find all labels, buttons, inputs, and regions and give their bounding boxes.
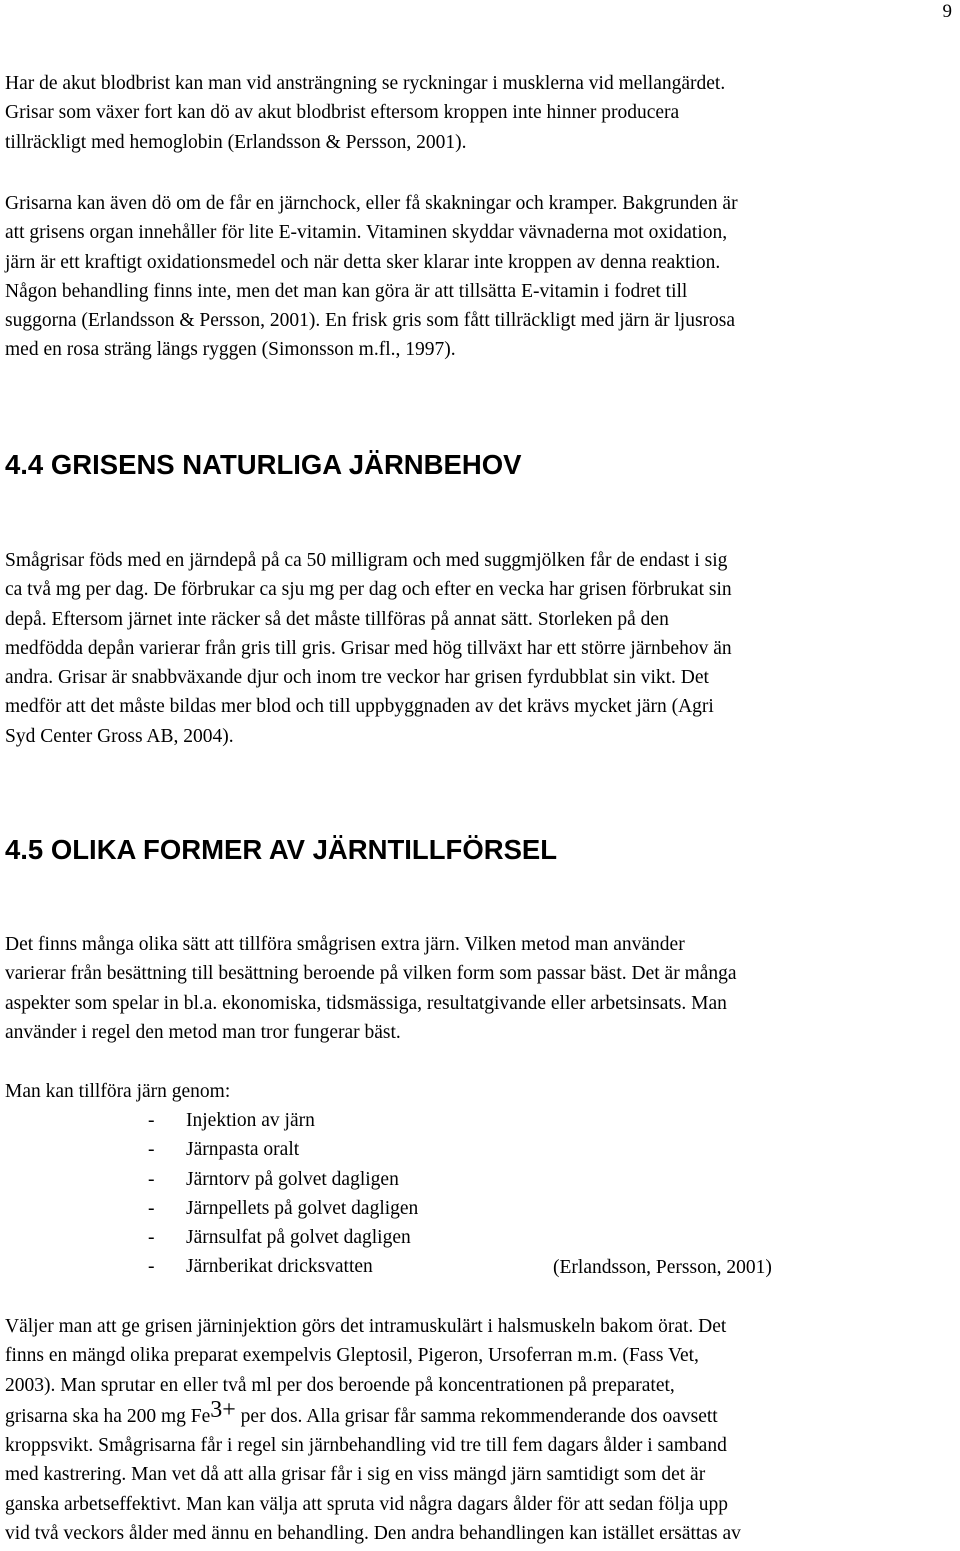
text-line: vid två veckors ålder med ännu en behandling. Den andra behandlingen kan istället ersättas av — [5, 1523, 741, 1545]
iron-supply-method-list — [148, 1106, 418, 1282]
text-line: Det finns många olika sätt att tillföra smågrisen extra järn. Vilken metod man använder — [5, 934, 685, 955]
text-line: med en rosa sträng längs ryggen (Simonsson m.fl., 1997). — [5, 339, 456, 361]
list-item — [148, 1135, 418, 1164]
paragraph-natural-iron-need — [5, 546, 960, 751]
paragraph-blood-deficiency — [5, 69, 960, 157]
text-line: Syd Center Gross AB, 2004). — [5, 725, 234, 747]
text-line: Grisarna kan även dö om de får en järnchock, eller få skakningar och kramper. Bakgrunden är — [5, 193, 738, 214]
section-heading-4-4: 4.4 GRISENS NATURLIGA JÄRNBEHOV — [5, 449, 522, 480]
text-segment: grisarna ska ha 200 mg Fe — [5, 1405, 211, 1427]
list-dash: - — [148, 1227, 155, 1249]
text-line: Smågrisar föds med en järndepå på ca 50 milligram och med suggmjölken får de endast i sig — [5, 550, 728, 571]
list-citation: (Erlandsson, Persson, 2001) — [553, 1256, 772, 1278]
list-intro: Man kan tillföra järn genom: — [5, 1081, 231, 1102]
text-line: tillräckligt med hemoglobin (Erlandsson & Persson, 2001). — [5, 131, 467, 153]
text-line: varierar från besättning till besättning beroende på vilken form som passar bäst. Det är många — [5, 963, 737, 985]
list-item — [148, 1165, 418, 1194]
text-line: Har de akut blodbrist kan man vid ansträngning se ryckningar i musklerna vid mellangärdet. — [5, 73, 726, 94]
list-item-text: Järnberikat dricksvatten — [186, 1256, 373, 1278]
list-item-text: Järnpellets på golvet dagligen — [186, 1197, 419, 1219]
list-item-text: Injektion av järn — [186, 1110, 315, 1131]
text-line-with-superscript — [5, 1396, 960, 1431]
text-line: andra. Grisar är snabbväxande djur och inom tre veckor har grisen fyrdubblat sin vikt. Det — [5, 667, 709, 689]
text-line: medfödda depån varierar från gris till gris. Grisar med hög tillväxt har ett större järnbehov än — [5, 637, 732, 659]
text-line: Grisar som växer fort kan dö av akut blodbrist eftersom kroppen inte hinner producera — [5, 102, 680, 124]
text-line: aspekter som spelar in bl.a. ekonomiska, tidsmässiga, resultatgivande eller arbetsinsats. Man — [5, 992, 727, 1014]
list-dash: - — [148, 1197, 155, 1219]
text-line: finns en mängd olika preparat exempelvis Gleptosil, Pigeron, Ursoferran m.m. (Fass Vet, — [5, 1345, 699, 1367]
list-item — [148, 1106, 418, 1135]
list-dash: - — [148, 1256, 155, 1278]
text-line: Väljer man att ge grisen järninjektion görs det intramuskulärt i halsmuskeln bakom örat. Det — [5, 1316, 727, 1337]
text-line: att grisens organ innehåller för lite E-vitamin. Vitaminen skyddar vävnaderna mot oxidation, — [5, 222, 728, 244]
list-item-text: Järnpasta oralt — [186, 1139, 300, 1161]
list-item — [148, 1194, 418, 1223]
text-line: järn är ett kraftigt oxidationsmedel och när detta sker klarar inte kroppen av denna reaktion. — [5, 251, 721, 273]
section-heading-4-5: 4.5 OLIKA FORMER AV JÄRNTILLFÖRSEL — [5, 834, 558, 865]
text-line: suggorna (Erlandsson & Persson, 2001). En frisk gris som fått tillräckligt med järn är ljusrosa — [5, 310, 736, 332]
list-item — [148, 1252, 418, 1281]
text-line: medför att det måste bildas mer blod och till uppbyggnaden av det krävs mycket järn (Agri — [5, 696, 714, 718]
list-item — [148, 1223, 418, 1252]
text-line: ganska arbetseffektivt. Man kan välja att spruta vid några dagars ålder för att sedan följa upp — [5, 1493, 729, 1515]
paragraph-iron-injection — [5, 1312, 960, 1548]
text-line: depå. Eftersom järnet inte räcker så det måste tillföras på annat sätt. Storleken på den — [5, 608, 669, 630]
paragraph-iron-shock — [5, 189, 960, 365]
list-dash: - — [148, 1110, 155, 1131]
list-dash: - — [148, 1168, 155, 1190]
text-segment: per dos. Alla grisar får samma rekommenderande dos oavsett — [235, 1405, 718, 1427]
text-line: ca två mg per dag. De förbrukar ca sju mg per dag och efter en vecka har grisen förbrukat sin — [5, 579, 732, 601]
text-line: 2003). Man sprutar en eller två ml per dos beroende på koncentrationen på preparatet, — [5, 1374, 675, 1396]
text-line: kroppsvikt. Smågrisarna får i regel sin järnbehandling vid tre till fem dagars ålder i samband — [5, 1435, 727, 1457]
ion-charge-superscript: 3+ — [210, 1396, 236, 1423]
list-item-text: Järnsulfat på golvet dagligen — [186, 1227, 411, 1249]
list-item-text: Järntorv på golvet dagligen — [186, 1168, 399, 1190]
page-number: 9 — [942, 1, 952, 22]
text-line: med kastrering. Man vet då att alla grisar får i sig en viss mängd järn samtidigt som det är — [5, 1464, 706, 1486]
text-line: Någon behandling finns inte, men det man kan göra är att tillsätta E-vitamin i fodret till — [5, 280, 688, 302]
text-line: använder i regel den metod man tror fungerar bäst. — [5, 1021, 401, 1043]
paragraph-iron-supply-forms — [5, 930, 960, 1047]
list-dash: - — [148, 1139, 155, 1161]
